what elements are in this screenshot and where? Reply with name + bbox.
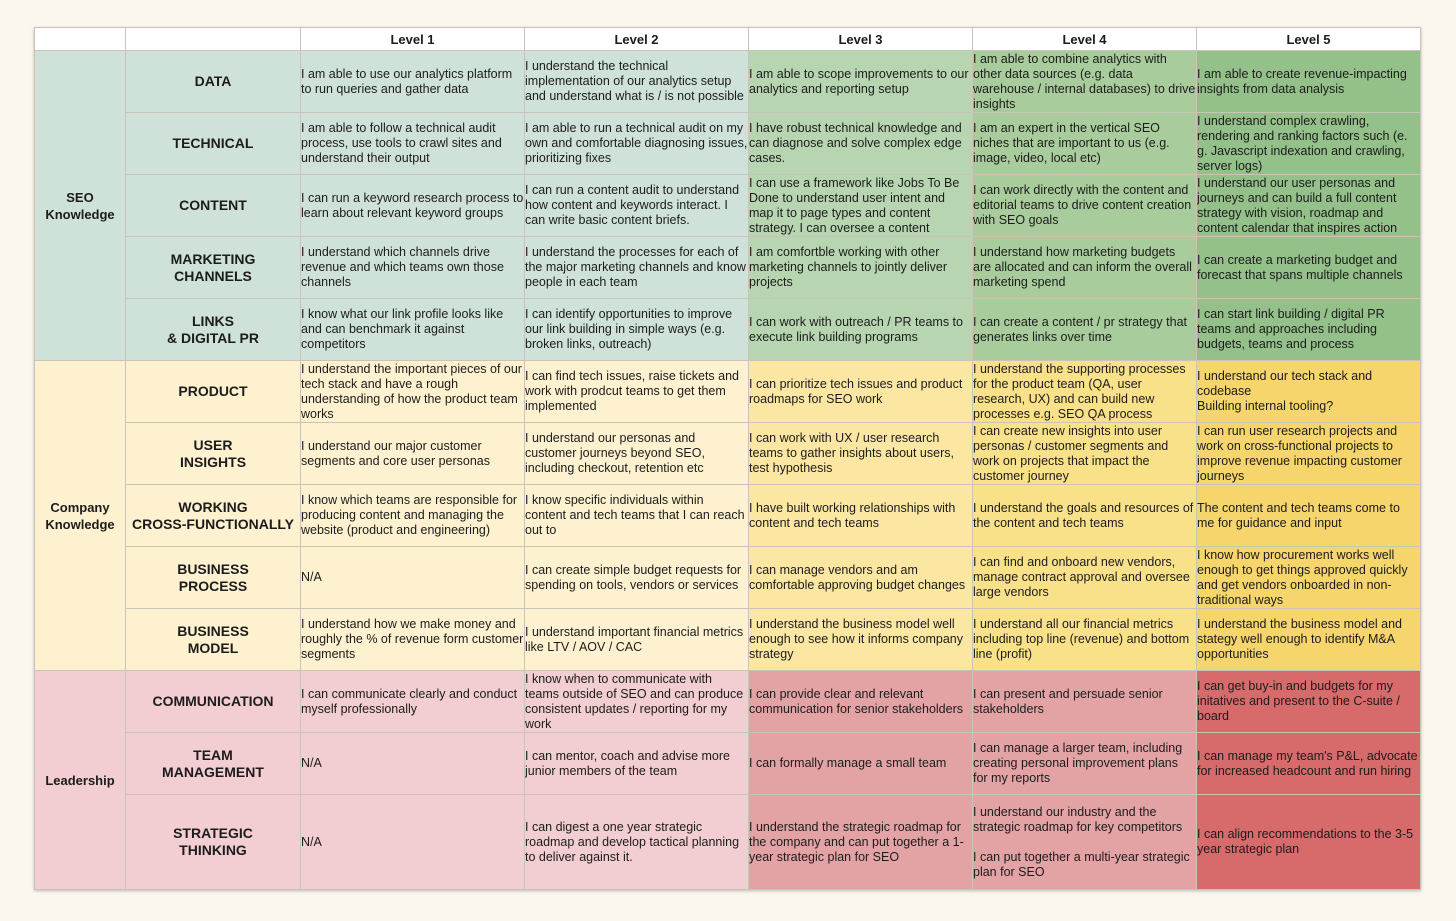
matrix-cell: I know specific individuals within content and tech teams that I can reach out to xyxy=(525,485,749,547)
row-links-digital-pr xyxy=(35,299,1421,361)
matrix-cell: I am able to follow a technical audit process, use tools to crawl sites and understand their output xyxy=(301,113,525,175)
matrix-cell: I can run a keyword research process to learn about relevant keyword groups xyxy=(301,175,525,237)
matrix-cell: I can find tech issues, raise tickets and work with prodcut teams to get them implemented xyxy=(525,361,749,423)
row-working-cross-functionally xyxy=(35,485,1421,547)
matrix-cell: N/A xyxy=(301,733,525,795)
matrix-cell: I understand all our financial metrics including top line (revenue) and bottom line (profit) xyxy=(973,609,1197,671)
skill-label-data: DATA xyxy=(126,51,301,113)
matrix-cell: I have built working relationships with content and tech teams xyxy=(749,485,973,547)
header-level-3: Level 3 xyxy=(749,28,973,51)
matrix-cell: I understand complex crawling, rendering and ranking factors such (e. g. Javascript indexation and crawling, server logs) xyxy=(1197,113,1421,175)
skill-label-business-process: BUSINESS PROCESS xyxy=(126,547,301,609)
group-label-leadership: Leadership xyxy=(35,671,126,890)
matrix-cell: I know which teams are responsible for producing content and managing the website (product and engineering) xyxy=(301,485,525,547)
matrix-cell: I understand our user personas and journeys and can build a full content strategy with vision, roadmap and content calendar that inspires action xyxy=(1197,175,1421,237)
matrix-cell: I understand our tech stack and codebase Building internal tooling? xyxy=(1197,361,1421,423)
matrix-cell: I can prioritize tech issues and product roadmaps for SEO work xyxy=(749,361,973,423)
row-team-management xyxy=(35,733,1421,795)
matrix-cell: I can create new insights into user personas / customer segments and work on projects that impact the customer journey xyxy=(973,423,1197,485)
matrix-cell: I can align recommendations to the 3-5 year strategic plan xyxy=(1197,795,1421,890)
row-product xyxy=(35,361,1421,423)
matrix-cell: I understand the business model well enough to see how it informs company strategy xyxy=(749,609,973,671)
matrix-cell: I can work directly with the content and editorial teams to drive content creation with SEO goals xyxy=(973,175,1197,237)
skill-label-links-digital-pr: LINKS & DIGITAL PR xyxy=(126,299,301,361)
matrix-cell: I can run user research projects and work on cross-functional projects to improve revenue impacting customer journeys xyxy=(1197,423,1421,485)
matrix-cell: I can start link building / digital PR teams and approaches including budgets, teams and process xyxy=(1197,299,1421,361)
matrix-cell: I can work with outreach / PR teams to execute link building programs xyxy=(749,299,973,361)
matrix-cell: I can formally manage a small team xyxy=(749,733,973,795)
skill-label-marketing-channels: MARKETING CHANNELS xyxy=(126,237,301,299)
row-content xyxy=(35,175,1421,237)
matrix-cell: I understand our industry and the strategic roadmap for key competitors I can put together a multi-year strategic plan for SEO xyxy=(973,795,1197,890)
row-communication xyxy=(35,671,1421,733)
matrix-cell: I can run a content audit to understand how content and keywords interact. I can write basic content briefs. xyxy=(525,175,749,237)
skill-label-technical: TECHNICAL xyxy=(126,113,301,175)
skill-label-communication: COMMUNICATION xyxy=(126,671,301,733)
matrix-cell: I know when to communicate with teams outside of SEO and can produce consistent updates / reporting for my work xyxy=(525,671,749,733)
matrix-cell: I understand the supporting processes for the product team (QA, user research, UX) and can build new processes e.g. SEO QA process xyxy=(973,361,1197,423)
skill-label-strategic-thinking: STRATEGIC THINKING xyxy=(126,795,301,890)
group-label-company-knowledge: Company Knowledge xyxy=(35,361,126,671)
matrix-cell: I have robust technical knowledge and can diagnose and solve complex edge cases. xyxy=(749,113,973,175)
matrix-cell: I can provide clear and relevant communication for senior stakeholders xyxy=(749,671,973,733)
matrix-cell: I understand our major customer segments and core user personas xyxy=(301,423,525,485)
matrix-cell: The content and tech teams come to me for guidance and input xyxy=(1197,485,1421,547)
header-level-5: Level 5 xyxy=(1197,28,1421,51)
matrix-cell: I understand the processes for each of the major marketing channels and know people in each team xyxy=(525,237,749,299)
skills-matrix-table xyxy=(34,27,1421,890)
matrix-cell: I can manage vendors and am comfortable approving budget changes xyxy=(749,547,973,609)
matrix-cell: I am able to run a technical audit on my own and comfortable diagnosing issues, prioritizing fixes xyxy=(525,113,749,175)
row-technical xyxy=(35,113,1421,175)
group-label-seo-knowledge: SEO Knowledge xyxy=(35,51,126,361)
matrix-cell: I understand the strategic roadmap for the company and can put together a 1-year strategic plan for SEO xyxy=(749,795,973,890)
matrix-cell: N/A xyxy=(301,547,525,609)
header-level-4: Level 4 xyxy=(973,28,1197,51)
matrix-cell: I am able to use our analytics platform to run queries and gather data xyxy=(301,51,525,113)
matrix-cell: I can manage my team's P&L, advocate for increased headcount and run hiring xyxy=(1197,733,1421,795)
matrix-cell: I am able to combine analytics with other data sources (e.g. data warehouse / internal databases) to drive insights xyxy=(973,51,1196,111)
row-marketing-channels xyxy=(35,237,1421,299)
matrix-cell: I can create a content / pr strategy that generates links over time xyxy=(973,299,1197,361)
matrix-cell: I can digest a one year strategic roadmap and develop tactical planning to deliver against it. xyxy=(525,795,749,890)
row-user-insights xyxy=(35,423,1421,485)
matrix-cell: I can present and persuade senior stakeholders xyxy=(973,671,1197,733)
matrix-cell: I understand important financial metrics like LTV / AOV / CAC xyxy=(525,609,749,671)
matrix-cell: I can communicate clearly and conduct myself professionally xyxy=(301,671,525,733)
header-row xyxy=(35,28,1421,51)
matrix-cell: I am an expert in the vertical SEO niches that are important to us (e.g. image, video, local etc) xyxy=(973,113,1197,175)
matrix-cell: I can work with UX / user research teams to gather insights about users, test hypothesis xyxy=(749,423,973,485)
matrix-cell: I can use a framework like Jobs To Be Done to understand user intent and map it to page types and content strategy. I can oversee a content xyxy=(749,175,973,237)
matrix-cell: I understand which channels drive revenue and which teams own those channels xyxy=(301,237,525,299)
matrix-cell: I understand how we make money and roughly the % of revenue form customer segments xyxy=(301,609,525,671)
matrix-cell: I understand our personas and customer journeys beyond SEO, including checkout, retention etc xyxy=(525,423,749,485)
row-data xyxy=(35,51,1421,113)
matrix-cell: I can mentor, coach and advise more junior members of the team xyxy=(525,733,749,795)
matrix-cell: I am able to scope improvements to our analytics and reporting setup xyxy=(749,51,973,113)
row-business-process xyxy=(35,547,1421,609)
header-blank-group xyxy=(35,28,126,51)
matrix-cell: I know what our link profile looks like and can benchmark it against competitors xyxy=(301,299,525,361)
matrix-cell: I can create simple budget requests for spending on tools, vendors or services xyxy=(525,547,749,609)
skill-label-user-insights: USER INSIGHTS xyxy=(126,423,301,485)
header-level-1: Level 1 xyxy=(301,28,525,51)
matrix-cell: I can get buy-in and budgets for my initatives and present to the C-suite / board xyxy=(1197,671,1421,733)
matrix-cell: I am able to create revenue-impacting insights from data analysis xyxy=(1197,51,1421,113)
row-business-model xyxy=(35,609,1421,671)
skill-label-business-model: BUSINESS MODEL xyxy=(126,609,301,671)
matrix-cell: I understand the goals and resources of the content and tech teams xyxy=(973,485,1197,547)
header-level-2: Level 2 xyxy=(525,28,749,51)
header-blank-skill xyxy=(126,28,301,51)
matrix-cell: I can find and onboard new vendors, manage contract approval and oversee large vendors xyxy=(973,547,1197,609)
matrix-cell: I can identify opportunities to improve our link building in simple ways (e.g. broken links, outreach) xyxy=(525,299,749,361)
row-strategic-thinking xyxy=(35,795,1421,890)
skill-label-team-management: TEAM MANAGEMENT xyxy=(126,733,301,795)
matrix-cell: I understand the technical implementation of our analytics setup and understand what is / is not possible xyxy=(525,51,749,113)
skill-label-product: PRODUCT xyxy=(126,361,301,423)
matrix-cell: I can manage a larger team, including creating personal improvement plans for my reports xyxy=(973,733,1197,795)
matrix-cell: I can create a marketing budget and forecast that spans multiple channels xyxy=(1197,237,1421,299)
matrix-cell: I understand the business model and stategy well enough to identify M&A opportunities xyxy=(1197,609,1421,671)
matrix-cell: I understand the important pieces of our tech stack and have a rough understanding of how the product team works xyxy=(301,361,525,423)
matrix-cell: I know how procurement works well enough to get things approved quickly and get vendors onboarded in non-traditional ways xyxy=(1197,547,1421,609)
skill-label-working-cross-functionally: WORKING CROSS-FUNCTIONALLY xyxy=(126,485,301,547)
skill-label-content: CONTENT xyxy=(126,175,301,237)
matrix-cell: I understand how marketing budgets are allocated and can inform the overall marketing spend xyxy=(973,237,1197,299)
matrix-cell: N/A xyxy=(301,795,525,890)
matrix-cell: I am comfortble working with other marketing channels to jointly deliver projects xyxy=(749,237,973,299)
